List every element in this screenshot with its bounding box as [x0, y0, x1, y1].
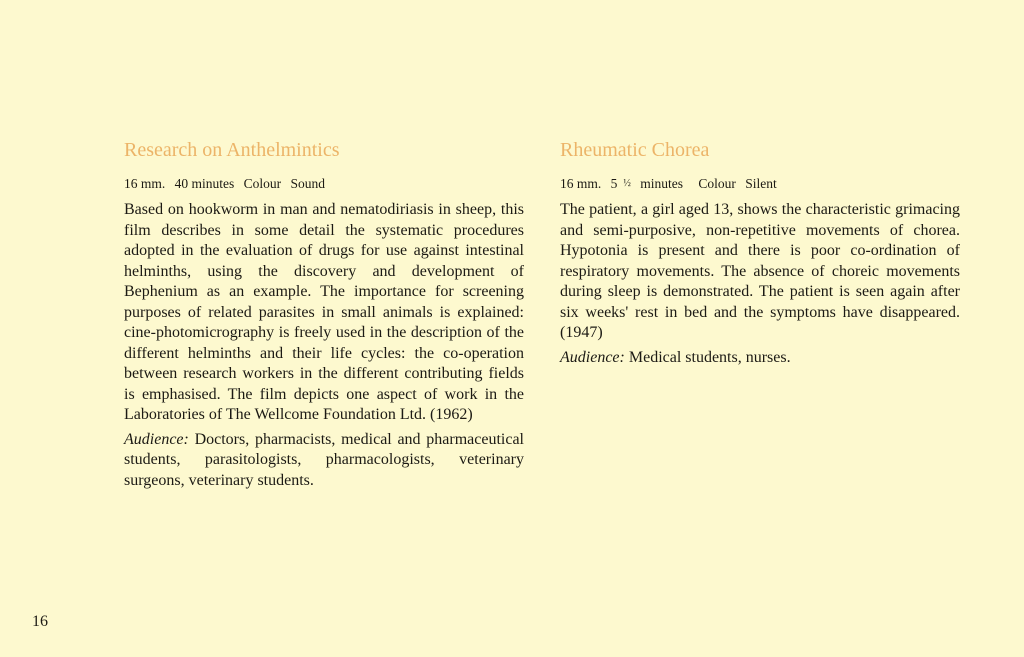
film-entry-rheumatic-chorea	[560, 137, 960, 368]
film-gauge: 16 mm.	[560, 176, 602, 191]
film-title: Research on Anthelmintics	[124, 139, 340, 161]
film-gauge: 16 mm.	[124, 176, 166, 191]
audience-list: Doctors, pharmacists, medical and pharmaceutical students, parasitologists, pharmacologists, veterinary surgeons, veterinary students.	[124, 430, 524, 489]
film-duration-unit: minutes	[640, 176, 684, 191]
film-duration-fraction: ½	[623, 178, 631, 189]
film-duration: 40 minutes	[174, 176, 235, 191]
film-audience	[560, 348, 960, 369]
page-number: 16	[32, 613, 48, 630]
film-color: Colour	[243, 176, 282, 191]
film-color: Colour	[698, 176, 736, 191]
film-title: Rheumatic Chorea	[560, 139, 710, 161]
film-specs	[560, 174, 960, 194]
audience-label: Audience:	[560, 348, 625, 366]
film-duration-whole: 5	[610, 176, 618, 191]
film-specs	[124, 174, 524, 194]
audience-label: Audience:	[124, 430, 189, 448]
film-audience	[124, 430, 524, 492]
film-description: The patient, a girl aged 13, shows the characteristic grimacing and semi-purposive, non-repetitive movements of chorea. Hypotonia is present and there is poor co-ordination of respiratory movements. The absence of choreic movements during sleep is demonstrated. The patient is seen again after six weeks' rest in bed and the symptoms have disappeared. (1947)	[560, 201, 960, 341]
audience-list: Medical students, nurses.	[628, 348, 791, 366]
film-sound: Sound	[290, 176, 326, 191]
film-sound: Silent	[745, 176, 777, 191]
film-description: Based on hookworm in man and nematodiriasis in sheep, this film describes in some detail the systematic procedures adopted in the evaluation of drugs for use against intestinal helminths, using the discovery and development of Bephenium as an example. The importance for screening purposes of related parasites in small animals is explained: cine-photomicrography is freely used in the description of the different helminths and their life cycles: the co-operation between research workers in the different contributing fields is emphasised. The film depicts one aspect of work in the Laboratories of The Wellcome Foundation Ltd. (1962)	[124, 201, 524, 423]
film-entry-anthelmintics	[124, 137, 524, 491]
film-duration	[611, 176, 689, 191]
